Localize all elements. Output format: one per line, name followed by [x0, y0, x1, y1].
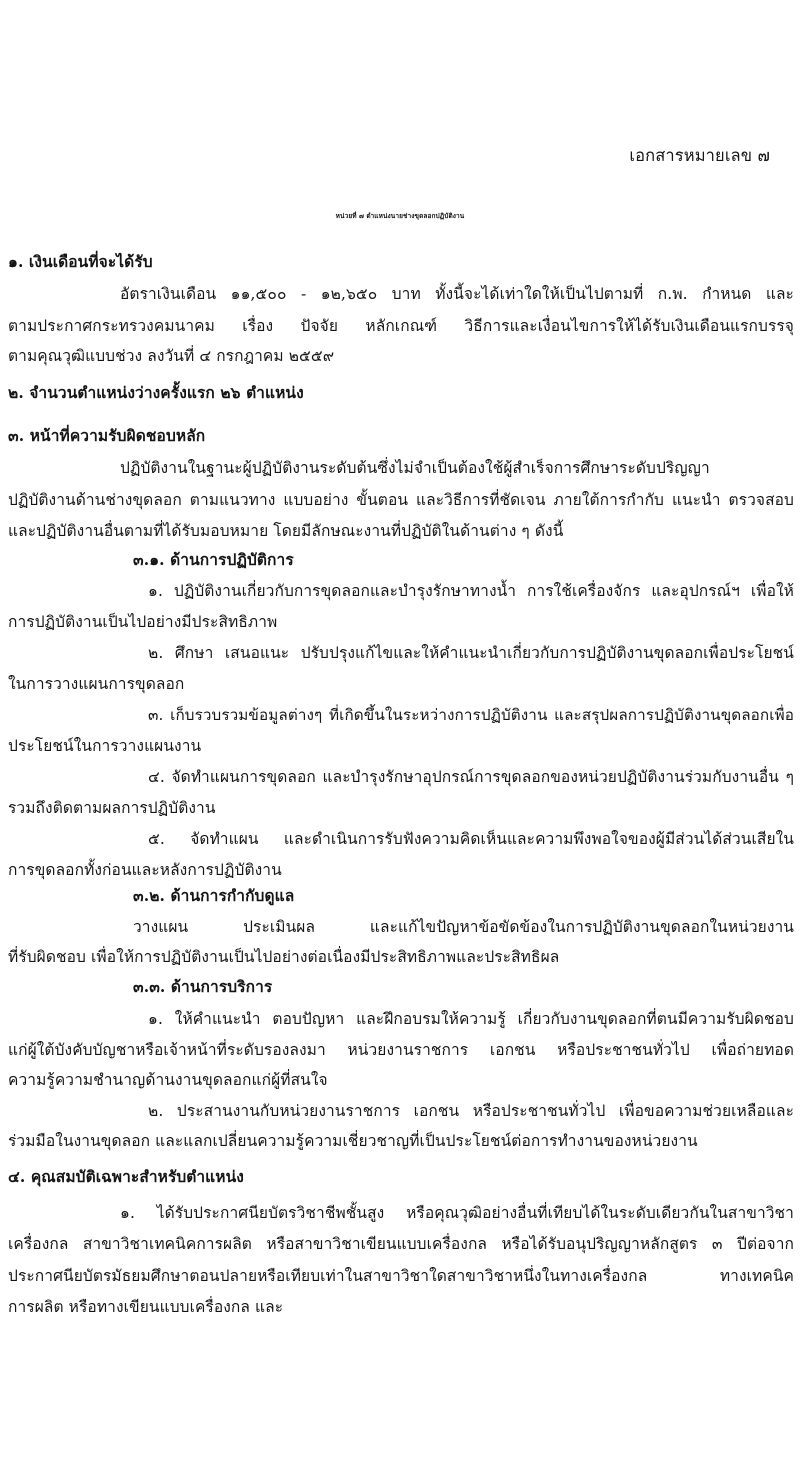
duty-item-continuation: การปฏิบัติงานเป็นไปอย่างมีประสิทธิภาพ [8, 613, 278, 631]
duty-item-continuation: รวมถึงติดตามผลการปฏิบัติงาน [8, 799, 216, 817]
duty-item: ๒. ศึกษา เสนอแนะ ปรับปรุงแก้ไขและให้คำแนะนำเกี่ยวกับการปฏิบัติงานขุดลอกเพื่อประโยชน์ [148, 644, 794, 662]
supervision-line: วางแผน ประเมินผล และแก้ไขปัญหาข้อขัดข้องในการปฏิบัติงานขุดลอกในหน่วยงาน [133, 918, 794, 936]
duty-item: ๑. ปฏิบัติงานเกี่ยวกับการขุดลอกและบำรุงรักษาทางน้ำ การใช้เครื่องจักร และอุปกรณ์ฯ เพื่อให้ [148, 582, 794, 600]
document-title: หน่วยที่ ๗ ตำแหน่งนายช่างขุดลอกปฏิบัติงาน [335, 212, 465, 220]
section-3-intro-line: ปฏิบัติงานในฐานะผู้ปฏิบัติงานระดับต้นซึ่งไม่จำเป็นต้องใช้ผู้สำเร็จการศึกษาระดับปริญญา [120, 459, 710, 477]
document-number: เอกสารหมายเลข ๗ [629, 146, 770, 165]
section-1-line: อัตราเงินเดือน ๑๑,๕๐๐ - ๑๒,๖๕๐ บาท ทั้งนี้จะได้เท่าใดให้เป็นไปตามที่ ก.พ. กำหนด และ [120, 285, 794, 303]
section-2-heading: ๒. จำนวนตำแหน่งว่างครั้งแรก ๒๖ ตำแหน่ง [8, 383, 304, 402]
section-4-heading: ๔. คุณสมบัติเฉพาะสำหรับตำแหน่ง [8, 1167, 244, 1186]
service-item: ๒. ประสานงานกับหน่วยงานราชการ เอกชน หรือประชาชนทั่วไป เพื่อขอความช่วยเหลือและ [148, 1102, 794, 1120]
qualification-line: ประกาศนียบัตรมัธยมศึกษาตอนปลายหรือเทียบเท่าในสาขาวิชาใดสาขาวิชาหนึ่งในทางเครื่องกล ทางเทคนิค [8, 1267, 794, 1285]
section-3-intro-line: และปฏิบัติงานอื่นตามที่ได้รับมอบหมาย โดยมีลักษณะงานที่ปฏิบัติในด้านต่าง ๆ ดังนี้ [8, 522, 564, 540]
duty-item: ๔. จัดทำแผนการขุดลอก และบำรุงรักษาอุปกรณ์การขุดลอกของหน่วยปฏิบัติงานร่วมกับงานอื่น ๆ [148, 768, 794, 786]
duty-item-continuation: ในการวางแผนการขุดลอก [8, 675, 185, 693]
subsection-3-2-heading: ๓.๒. ด้านการกำกับดูแล [133, 886, 295, 905]
supervision-line: ที่รับผิดชอบ เพื่อให้การปฏิบัติงานเป็นไปอย่างต่อเนื่องมีประสิทธิภาพและประสิทธิผล [8, 948, 560, 966]
qualification-line: เครื่องกล สาขาวิชาเทคนิคการผลิต หรือสาขาวิชาเขียนแบบเครื่องกล หรือได้รับอนุปริญญาหลักสูตร ๓ ปีต่อจาก [8, 1235, 794, 1253]
duty-item: ๕. จัดทำแผน และดำเนินการรับฟังความคิดเห็นและความพึงพอใจของผู้มีส่วนได้ส่วนเสียใน [148, 830, 794, 848]
qualification-line: ๑. ได้รับประกาศนียบัตรวิชาชีพชั้นสูง หรือคุณวุฒิอย่างอื่นที่เทียบได้ในระดับเดียวกันในสาขาวิชา [120, 1204, 794, 1222]
section-1-line: ตามประกาศกระทรวงคมนาคม เรื่อง ปัจจัย หลักเกณฑ์ วิธีการและเงื่อนไขการให้ได้รับเงินเดือนแรกบรรจุ [8, 317, 794, 335]
duty-item-continuation: การขุดลอกทั้งก่อนและหลังการปฏิบัติงาน [8, 861, 282, 879]
subsection-3-3-heading: ๓.๓. ด้านการบริการ [133, 977, 273, 996]
subsection-3-1-heading: ๓.๑. ด้านการปฏิบัติการ [133, 550, 294, 569]
duty-item: ๓. เก็บรวบรวมข้อมูลต่างๆ ที่เกิดขึ้นในระหว่างการปฏิบัติงาน และสรุปผลการปฏิบัติงานขุดลอกเพื่อ [148, 706, 794, 724]
service-item-continuation: ร่วมมือในงานขุดลอก และแลกเปลี่ยนความรู้ความเชี่ยวชาญที่เป็นประโยชน์ต่อการทำงานของหน่วยงาน [8, 1132, 698, 1150]
qualification-line: การผลิต หรือทางเขียนแบบเครื่องกล และ [8, 1298, 284, 1316]
section-1-line: ตามคุณวุฒิแบบช่วง ลงวันที่ ๔ กรกฎาคม ๒๕๕๙ [8, 347, 335, 365]
section-3-heading: ๓. หน้าที่ความรับผิดชอบหลัก [8, 426, 206, 445]
duty-item-continuation: ประโยชน์ในการวางแผนงาน [8, 737, 202, 755]
section-3-intro-line: ปฏิบัติงานด้านช่างขุดลอก ตามแนวทาง แบบอย่าง ขั้นตอน และวิธีการที่ชัดเจน ภายใต้การกำกับ แนะนำ ตรวจสอบ [8, 491, 794, 509]
service-item-continuation: ความรู้ความชำนาญด้านงานขุดลอกแก่ผู้ที่สนใจ [8, 1071, 328, 1089]
service-item: ๑. ให้คำแนะนำ ตอบปัญหา และฝึกอบรมให้ความรู้ เกี่ยวกับงานขุดลอกที่ตนมีความรับผิดชอบ [148, 1010, 794, 1028]
service-item-continuation: แก่ผู้ใต้บังคับบัญชาหรือเจ้าหน้าที่ระดับรองลงมา หน่วยงานราชการ เอกชน หรือประชาชนทั่วไป เพื่อถ่ายทอด [8, 1041, 794, 1059]
section-1-heading: ๑. เงินเดือนที่จะได้รับ [8, 252, 153, 271]
